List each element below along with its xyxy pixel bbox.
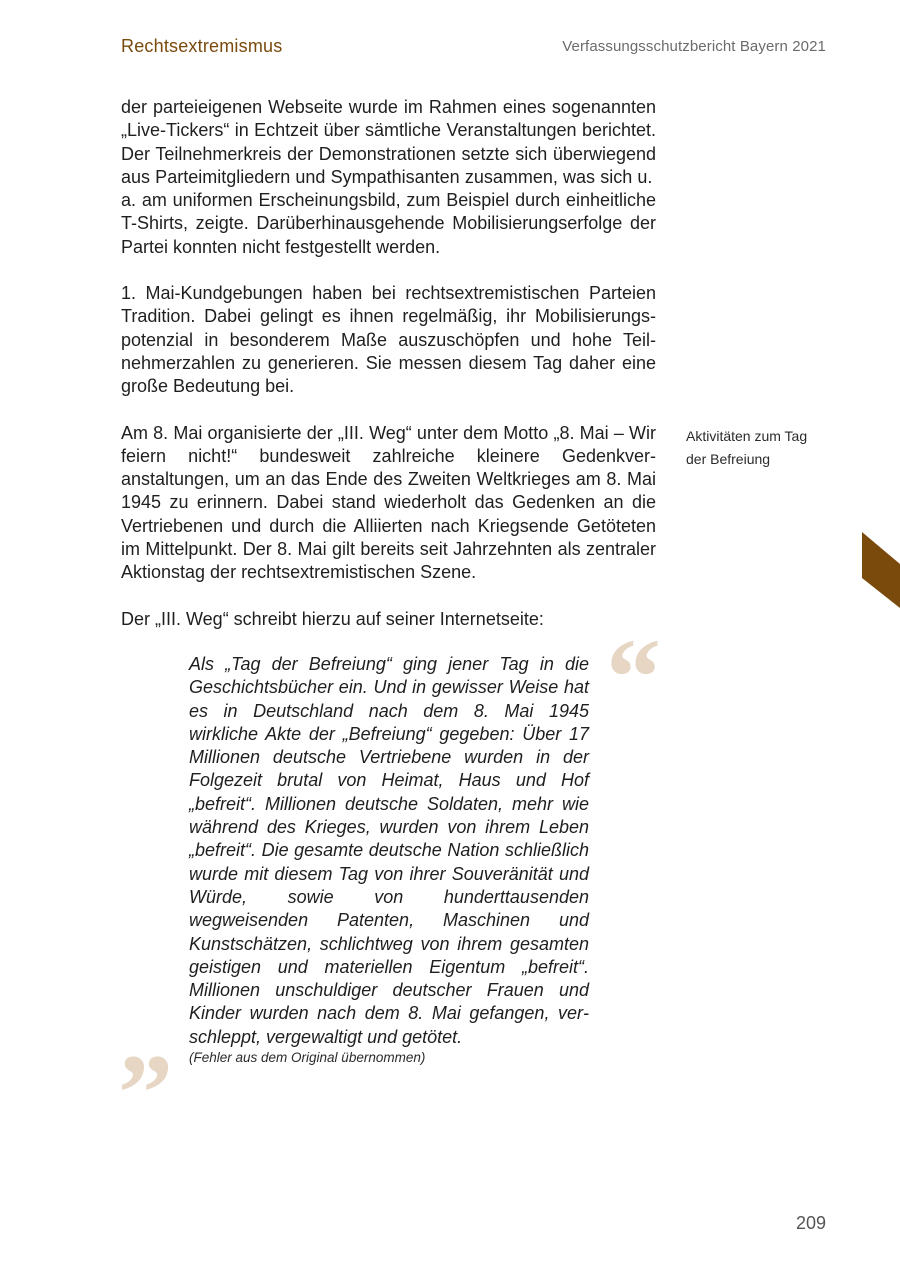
open-quote-icon: “: [606, 616, 661, 738]
running-header-section: Rechtsextremismus: [121, 36, 283, 56]
running-header-publication: Verfassungsschutzbericht Bayern 2021: [562, 38, 826, 55]
close-quote-icon: ”: [118, 1032, 173, 1154]
chapter-tab-marker: [862, 532, 900, 608]
main-text: [121, 96, 656, 654]
paragraph: Der „III. Weg“ schreibt hierzu auf seiner Internetseite:: [121, 608, 544, 629]
page-number: 209: [795, 1213, 826, 1233]
quote-text: Als „Tag der Befreiung“ ging jener Tag in die Geschichtsbücher ein. Und in gewisser Weise hat es in Deutschland nach dem 8. Mai 1945 wirkliche Akte der „Befreiung“ gegeben: Über 17 Millionen deutsche Vertriebene wurden in der Folgezeit brutal von Heimat, Haus und Hof „befreit“. Millionen deutsche Soldaten, mehr wie während des Krieges, wurden von ihrem Leben „befreit“. Die gesamte deutsche Nation schließlich wurde mit diesem Tag von ihrer Souveränität und Würde, sowie von hunderttausenden wegweisenden Patenten, Maschinen und Kunstschätzen, schlichtweg von ihrem gesamten geistigen und materiellen Eigentum „befreit“. Millionen unschuldiger deutscher Frauen und Kinder wurden nach dem 8. Mai gefangen, verschleppt, vergewaltigt und getötet.: [189, 654, 589, 1047]
quote-source-note: (Fehler aus dem Original übernommen): [189, 1050, 426, 1065]
paragraph: Am 8. Mai organisierte der „III. Weg“ unter dem Motto „8. Mai – Wir feiern nicht!“ bundesweit zahlreiche kleinere Gedenkveranstaltungen, um an das Ende des Zweiten Weltkrieges am 8. Mai 1945 zu erinnern. Dabei stand wiederholt das Gedenken an die Vertriebenen und durch die Alliierten nach Kriegsende Getöteten im Mittelpunkt. Der 8. Mai gilt bereits seit Jahrzehnten als zentraler Aktionstag der rechtsextremistischen Szene.: [121, 422, 656, 583]
paragraph: der parteieigenen Webseite wurde im Rahmen eines sogenannten „Live-Tickers“ in Echtzeit über sämtliche Veranstaltungen berichtet. Der Teilnehmerkreis der Demonstrationen setzte sich überwiegend aus Parteimitgliedern und Sympathisanten zusammen, was sich u. a. am uniformen Erscheinungsbild, zum Beispiel durch einheitliche T-Shirts, zeigte. Darüberhinausgehende Mobilisierungserfolge der Partei konnten nicht festgestellt werden.: [121, 97, 656, 257]
margin-note: Aktivitäten zum Tag der Befreiung: [686, 428, 808, 467]
paragraph: 1. Mai-Kundgebungen haben bei rechtsextremistischen Parteien Tradition. Dabei gelingt es ihnen regelmäßig, ihr Mobilisierungspotenzial in besonderem Maße auszuschöpfen und hohe Teilnehmerzahlen zu generieren. Sie messen diesem Tag daher eine große Bedeutung bei.: [121, 283, 656, 397]
